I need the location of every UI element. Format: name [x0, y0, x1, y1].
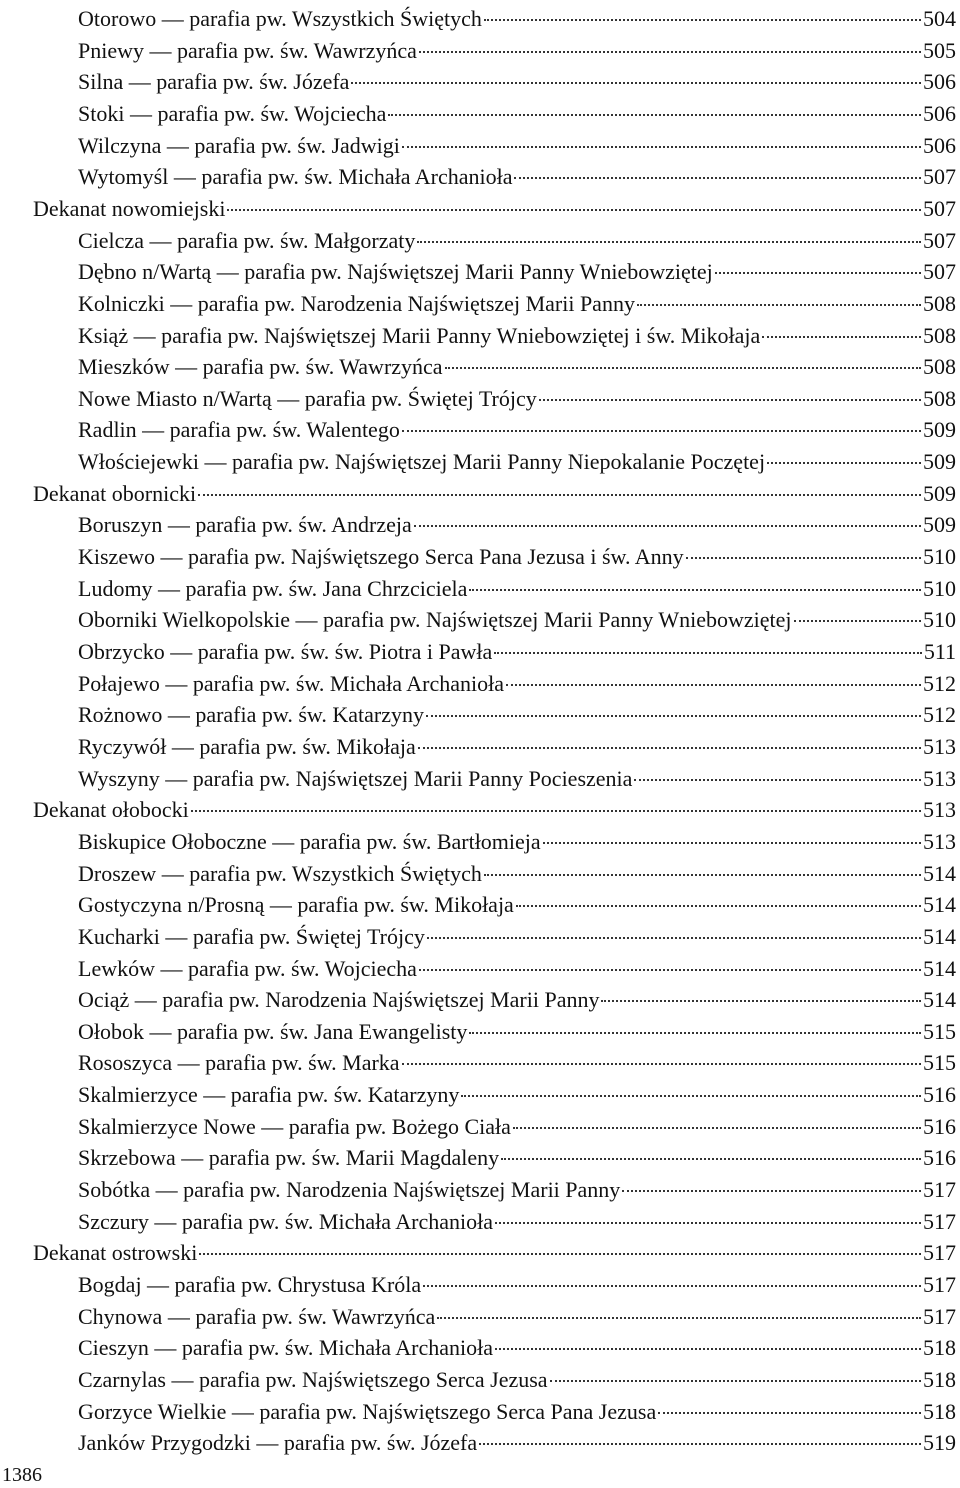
entry-title: Dekanat ołobocki [33, 797, 189, 823]
toc-parish-entry [78, 731, 956, 763]
entry-title: Oborniki Wielkopolskie — parafia pw. Najświętszej Marii Panny Wniebowziętej [78, 607, 792, 633]
entry-title: Kiszewo — parafia pw. Najświętszego Serca Pana Jezusa i św. Anny [78, 544, 684, 570]
dot-leader [637, 303, 921, 306]
entry-page-number: 506 [923, 132, 956, 158]
entry-title: Ociąż — parafia pw. Narodzenia Najświętszej Marii Panny [78, 987, 600, 1013]
dot-leader [762, 335, 921, 338]
entry-page-number: 505 [923, 37, 956, 63]
entry-title: Włościejewki — parafia pw. Najświętszej Marii Panny Niepokalanie Poczętej [78, 449, 766, 475]
entry-title: Biskupice Ołoboczne — parafia pw. św. Bartłomieja [78, 828, 541, 854]
entry-page-number: 518 [923, 1366, 956, 1392]
toc-parish-entry [78, 509, 956, 541]
toc-parish-entry [78, 1269, 956, 1301]
toc-parish-entry [78, 383, 956, 415]
dot-leader [419, 50, 921, 53]
dot-leader [351, 81, 921, 84]
dot-leader [484, 18, 921, 21]
dot-leader [539, 398, 921, 401]
toc-parish-entry [78, 541, 956, 573]
toc-parish-entry [78, 1079, 956, 1111]
toc-parish-entry [78, 161, 956, 193]
toc-deanery-entry [33, 794, 956, 826]
entry-title: Wytomyśl — parafia pw. św. Michała Archanioła [78, 164, 513, 190]
entry-page-number: 512 [923, 702, 956, 728]
entry-title: Lewków — parafia pw. św. Wojciecha [78, 955, 417, 981]
entry-page-number: 518 [923, 1335, 956, 1361]
toc-parish-entry [78, 130, 956, 162]
entry-title: Wilczyna — parafia pw. św. Jadwigi [78, 132, 400, 158]
entry-title: Skalmierzyce — parafia pw. św. Katarzyny [78, 1082, 460, 1108]
entry-title: Dekanat obornicki [33, 480, 197, 506]
entry-page-number: 517 [923, 1177, 956, 1203]
entry-title: Książ — parafia pw. Najświętszej Marii Panny Wniebowziętej i św. Mikołaja [78, 322, 761, 348]
entry-page-number: 513 [923, 765, 956, 791]
entry-title: Kucharki — parafia pw. Świętej Trójcy [78, 923, 425, 949]
toc-parish-entry [78, 66, 956, 98]
entry-page-number: 517 [923, 1208, 956, 1234]
dot-leader [543, 841, 921, 844]
entry-page-number: 514 [923, 955, 956, 981]
entry-title: Kolniczki — parafia pw. Narodzenia Najświętszej Marii Panny [78, 290, 635, 316]
entry-page-number: 513 [923, 828, 956, 854]
entry-page-number: 516 [923, 1145, 956, 1171]
entry-title: Skrzebowa — parafia pw. św. Marii Magdaleny [78, 1145, 500, 1171]
dot-leader [494, 651, 922, 654]
dot-leader [423, 1284, 921, 1287]
toc-parish-entry [78, 699, 956, 731]
dot-leader [198, 493, 921, 496]
toc-deanery-entry [33, 193, 956, 225]
toc-parish-entry [78, 826, 956, 858]
dot-leader [469, 1031, 921, 1034]
entry-title: Janków Przygodzki — parafia pw. św. Józefa [78, 1430, 478, 1456]
entry-page-number: 509 [923, 512, 956, 538]
entry-page-number: 508 [923, 322, 956, 348]
entry-page-number: 509 [923, 480, 956, 506]
entry-page-number: 506 [923, 100, 956, 126]
dot-leader [794, 619, 921, 622]
dot-leader [402, 145, 921, 148]
toc-parish-entry [78, 414, 956, 446]
entry-title: Boruszyn — parafia pw. św. Andrzeja [78, 512, 412, 538]
entry-page-number: 519 [923, 1430, 956, 1456]
entry-page-number: 518 [923, 1398, 956, 1424]
page-number: 1386 [2, 1464, 42, 1486]
dot-leader [191, 809, 921, 812]
entry-title: Ludomy — parafia pw. św. Jana Chrzciciela [78, 575, 468, 601]
entry-title: Droszew — parafia pw. Wszystkich Świętych [78, 860, 482, 886]
entry-page-number: 507 [923, 195, 956, 221]
entry-page-number: 506 [923, 69, 956, 95]
entry-page-number: 517 [923, 1240, 956, 1266]
entry-page-number: 507 [923, 164, 956, 190]
dot-leader [402, 429, 921, 432]
entry-title: Rososzyca — parafia pw. św. Marka [78, 1050, 400, 1076]
entry-title: Gorzyce Wielkie — parafia pw. Najświętszego Serca Pana Jezusa [78, 1398, 657, 1424]
dot-leader [506, 683, 921, 686]
dot-leader [388, 113, 921, 116]
entry-title: Szczury — parafia pw. św. Michała Archanioła [78, 1208, 493, 1234]
dot-leader [199, 1252, 921, 1255]
dot-leader [479, 1442, 921, 1445]
dot-leader [484, 873, 921, 876]
entry-page-number: 514 [923, 987, 956, 1013]
dot-leader [418, 746, 921, 749]
toc-deanery-entry [33, 478, 956, 510]
entry-title: Ryczywół — parafia pw. św. Mikołaja [78, 733, 416, 759]
toc-parish-entry [78, 1396, 956, 1428]
toc-parish-entry [78, 889, 956, 921]
toc-parish-entry [78, 1206, 956, 1238]
dot-leader [445, 366, 921, 369]
toc-parish-entry [78, 573, 956, 605]
entry-title: Chynowa — parafia pw. św. Wawrzyńca [78, 1303, 436, 1329]
entry-title: Mieszków — parafia pw. św. Wawrzyńca [78, 354, 443, 380]
entry-page-number: 514 [923, 860, 956, 886]
toc-parish-entry [78, 446, 956, 478]
entry-page-number: 516 [923, 1082, 956, 1108]
dot-leader [514, 176, 921, 179]
toc-parish-entry [78, 858, 956, 890]
dot-leader [601, 999, 921, 1002]
entry-page-number: 508 [923, 354, 956, 380]
entry-page-number: 514 [923, 892, 956, 918]
toc-parish-entry [78, 984, 956, 1016]
entry-title: Dębno n/Wartą — parafia pw. Najświętszej Marii Panny Wniebowziętej [78, 259, 713, 285]
entry-page-number: 510 [923, 544, 956, 570]
toc-parish-entry [78, 1427, 956, 1459]
dot-leader [495, 1347, 921, 1350]
toc-parish-entry [78, 98, 956, 130]
entry-title: Silna — parafia pw. św. Józefa [78, 69, 350, 95]
entry-page-number: 504 [923, 6, 956, 31]
toc-parish-entry [78, 1301, 956, 1333]
dot-leader [686, 556, 921, 559]
toc-parish-entry [78, 320, 956, 352]
entry-page-number: 507 [923, 227, 956, 253]
toc-parish-entry [78, 604, 956, 636]
toc-parish-entry [78, 668, 956, 700]
toc-parish-entry [78, 35, 956, 67]
dot-leader [414, 524, 921, 527]
toc-parish-entry [78, 3, 956, 35]
dot-leader [516, 904, 921, 907]
dot-leader [227, 208, 921, 211]
dot-leader [513, 1126, 921, 1129]
toc-parish-entry [78, 351, 956, 383]
entry-page-number: 507 [923, 259, 956, 285]
entry-page-number: 510 [923, 575, 956, 601]
entry-page-number: 511 [923, 639, 956, 664]
entry-page-number: 517 [923, 1303, 956, 1329]
toc-parish-entry [78, 1142, 956, 1174]
entry-page-number: 517 [923, 1272, 956, 1297]
toc-parish-entry [78, 1111, 956, 1143]
dot-leader [495, 1221, 921, 1224]
entry-title: Cielcza — parafia pw. św. Małgorzaty [78, 227, 416, 253]
entry-page-number: 516 [923, 1113, 956, 1139]
entry-page-number: 509 [923, 449, 956, 475]
toc-parish-entry [78, 636, 956, 668]
entry-page-number: 513 [923, 797, 956, 823]
toc-parish-entry [78, 763, 956, 795]
toc-parish-entry [78, 953, 956, 985]
entry-page-number: 508 [923, 385, 956, 411]
entry-page-number: 515 [923, 1050, 956, 1076]
entry-title: Skalmierzyce Nowe — parafia pw. Bożego Ciała [78, 1113, 511, 1139]
dot-leader [501, 1157, 921, 1160]
dot-leader [417, 240, 921, 243]
dot-leader [427, 936, 921, 939]
entry-title: Cieszyn — parafia pw. św. Michała Archanioła [78, 1335, 494, 1361]
entry-title: Wyszyny — parafia pw. Najświętszej Marii Panny Pocieszenia [78, 765, 633, 791]
dot-leader [658, 1411, 921, 1414]
entry-title: Ołobok — parafia pw. św. Jana Ewangelisty [78, 1018, 468, 1044]
entry-page-number: 513 [923, 733, 956, 759]
dot-leader [622, 1189, 921, 1192]
dot-leader [419, 968, 921, 971]
entry-page-number: 512 [923, 670, 956, 696]
entry-title: Otorowo — parafia pw. Wszystkich Świętych [78, 6, 482, 31]
entry-title: Radlin — parafia pw. św. Walentego [78, 417, 400, 443]
entry-title: Stoki — parafia pw. św. Wojciecha [78, 100, 387, 126]
entry-page-number: 510 [923, 607, 956, 633]
toc-parish-entry [78, 1016, 956, 1048]
dot-leader [715, 271, 921, 274]
entry-title: Sobótka — parafia pw. Narodzenia Najświętszej Marii Panny [78, 1177, 621, 1203]
dot-leader [469, 588, 921, 591]
entry-title: Rożnowo — parafia pw. św. Katarzyny [78, 702, 424, 728]
dot-leader [550, 1379, 921, 1382]
entry-title: Pniewy — parafia pw. św. Wawrzyńca [78, 37, 417, 63]
dot-leader [426, 714, 921, 717]
toc-parish-entry [78, 1047, 956, 1079]
entry-page-number: 515 [923, 1018, 956, 1044]
toc-parish-entry [78, 225, 956, 257]
entry-title: Bogdaj — parafia pw. Chrystusa Króla [78, 1272, 422, 1297]
entry-title: Gostyczyna n/Prosną — parafia pw. św. Mikołaja [78, 892, 514, 918]
dot-leader [461, 1094, 921, 1097]
entry-title: Czarnylas — parafia pw. Najświętszego Serca Jezusa [78, 1366, 548, 1392]
toc-parish-entry [78, 288, 956, 320]
dot-leader [437, 1316, 921, 1319]
toc-parish-entry [78, 1364, 956, 1396]
dot-leader [402, 1062, 921, 1065]
entry-page-number: 508 [923, 290, 956, 316]
dot-leader [767, 461, 921, 464]
entry-title: Obrzycko — parafia pw. św. św. Piotra i Pawła [78, 639, 493, 664]
entry-page-number: 509 [923, 417, 956, 443]
entry-title: Połajewo — parafia pw. św. Michała Archanioła [78, 670, 505, 696]
dot-leader [634, 778, 921, 781]
entry-title: Dekanat ostrowski [33, 1240, 198, 1266]
entry-title: Dekanat nowomiejski [33, 195, 226, 221]
toc-parish-entry [78, 921, 956, 953]
entry-page-number: 514 [923, 923, 956, 949]
toc-parish-entry [78, 1174, 956, 1206]
toc-parish-entry [78, 1332, 956, 1364]
toc-parish-entry [78, 256, 956, 288]
entry-title: Nowe Miasto n/Wartą — parafia pw. Świętej Trójcy [78, 385, 537, 411]
toc-deanery-entry [33, 1237, 956, 1269]
